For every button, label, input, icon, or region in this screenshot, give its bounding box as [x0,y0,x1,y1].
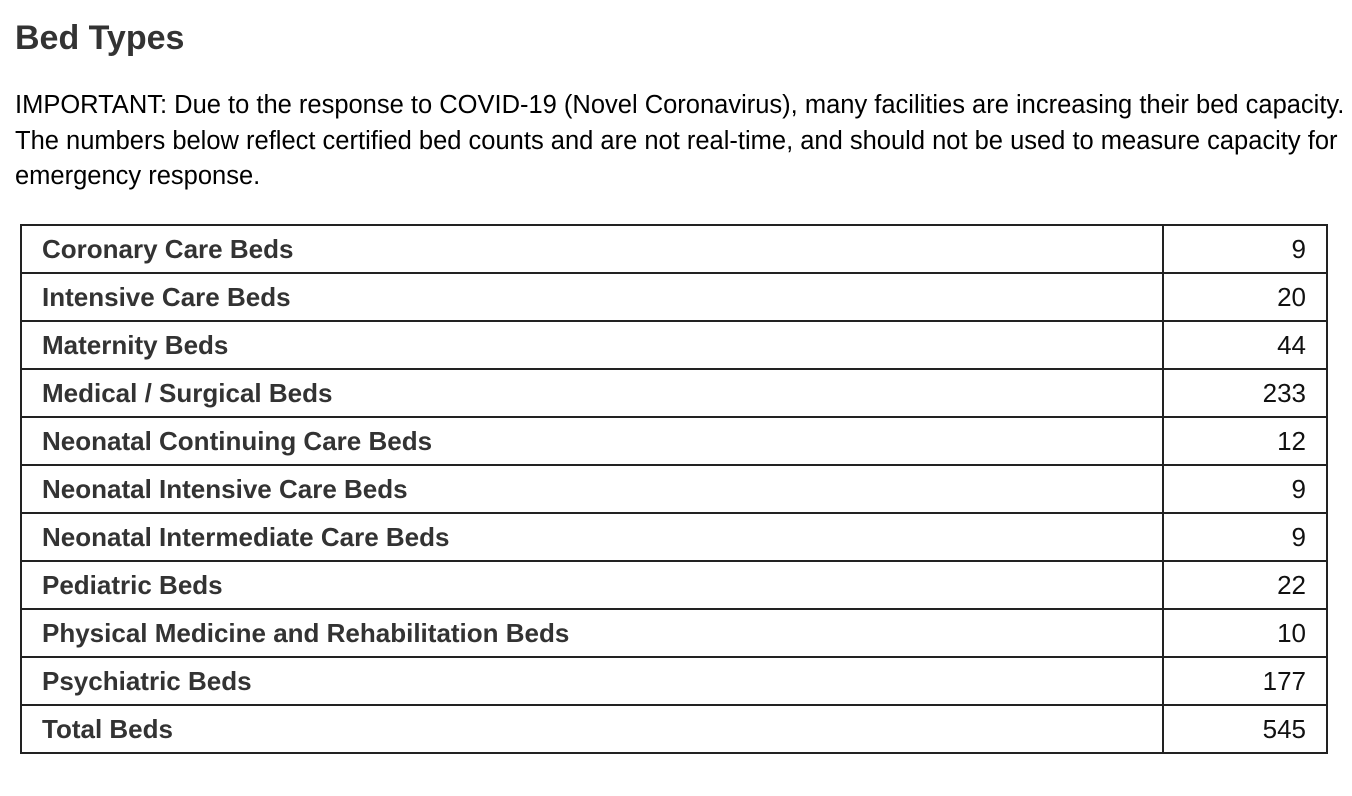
bed-type-label: Total Beds [21,705,1163,753]
bed-count: 9 [1163,513,1327,561]
bed-type-label: Medical / Surgical Beds [21,369,1163,417]
bed-type-label: Maternity Beds [21,321,1163,369]
table-row [21,273,1327,321]
page-title: Bed Types [15,19,185,57]
bed-count: 12 [1163,417,1327,465]
bed-type-label: Neonatal Intermediate Care Beds [21,513,1163,561]
bed-count: 177 [1163,657,1327,705]
table-row [21,369,1327,417]
bed-count: 20 [1163,273,1327,321]
bed-count: 22 [1163,561,1327,609]
total-row [21,705,1327,753]
bed-type-label: Physical Medicine and Rehabilitation Beds [21,609,1163,657]
table-row [21,225,1327,273]
table-row [21,513,1327,561]
bed-type-label: Neonatal Intensive Care Beds [21,465,1163,513]
bed-count: 9 [1163,225,1327,273]
bed-type-label: Intensive Care Beds [21,273,1163,321]
bed-type-label: Pediatric Beds [21,561,1163,609]
bed-count: 10 [1163,609,1327,657]
covid-notice: IMPORTANT: Due to the response to COVID-19 (Novel Coronavirus), many facilities are increasing their bed capacity. The numbers below reflect certified bed counts and are not real-time, and should not be used to measure capacity for emergency response. [15,91,1345,190]
bed-count: 233 [1163,369,1327,417]
bed-type-label: Psychiatric Beds [21,657,1163,705]
bed-types-table [20,224,1328,754]
table-row [21,561,1327,609]
bed-type-label: Coronary Care Beds [21,225,1163,273]
bed-type-label: Neonatal Continuing Care Beds [21,417,1163,465]
bed-count: 545 [1163,705,1327,753]
table-row [21,465,1327,513]
table-row [21,321,1327,369]
table-row [21,609,1327,657]
bed-count: 44 [1163,321,1327,369]
table-row [21,657,1327,705]
bed-count: 9 [1163,465,1327,513]
table-row [21,417,1327,465]
